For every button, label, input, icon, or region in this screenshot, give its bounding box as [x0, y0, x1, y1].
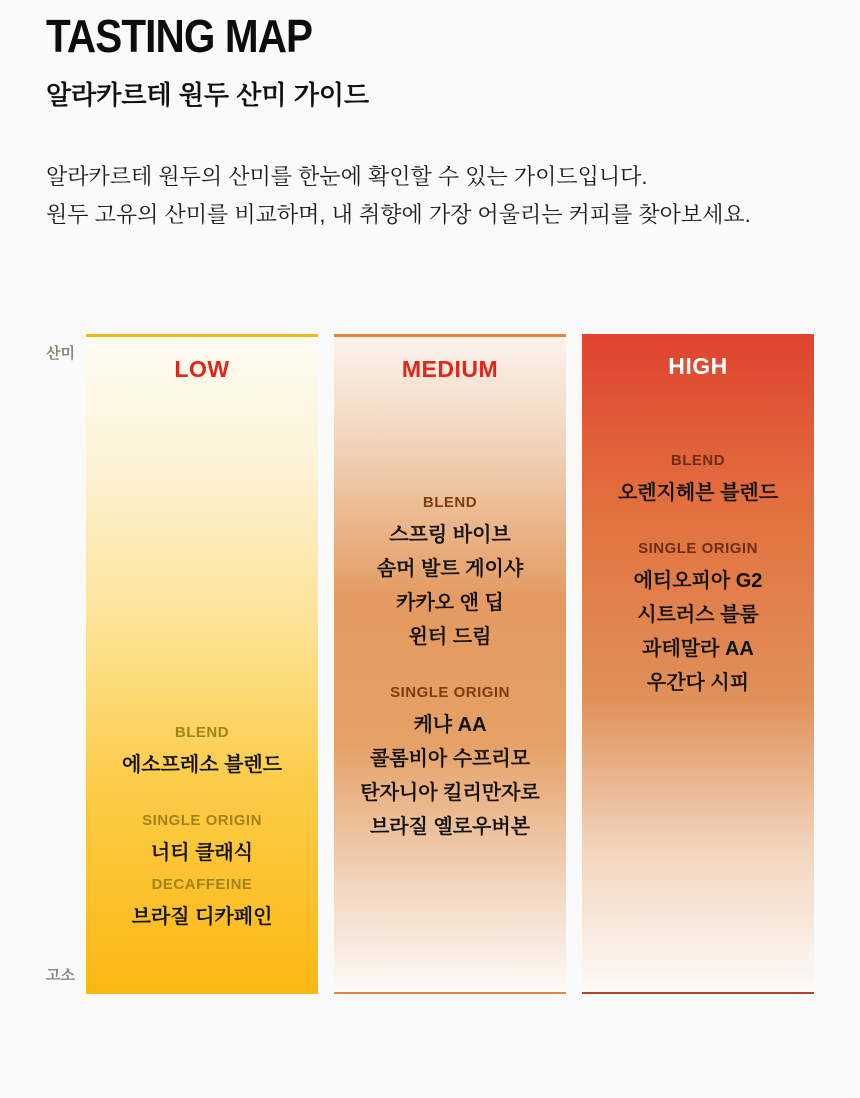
axis-label-nutty: 고소	[46, 967, 75, 984]
column-medium	[334, 334, 566, 994]
group-label-blend: BLEND	[670, 452, 726, 469]
group-single-origin	[86, 806, 318, 870]
bean-name: 에티오피아 G2	[633, 570, 763, 592]
description-line-1: 알라카르테 원두의 산미를 한눈에 확인할 수 있는 가이드입니다.	[46, 164, 648, 189]
group-label-blend: BLEND	[422, 494, 478, 511]
page-subtitle: 알라카르테 원두 산미 가이드	[46, 80, 370, 110]
group-label-single-origin: SINGLE ORIGIN	[142, 812, 262, 829]
group-blend	[582, 446, 814, 510]
bean-name: 에소프레소 블렌드	[121, 754, 283, 776]
column-content-low	[86, 718, 318, 934]
bean-name: 브라질 옐로우버본	[369, 816, 531, 838]
group-label-blend: BLEND	[174, 724, 230, 741]
bean-name: 시트러스 블룸	[637, 604, 759, 626]
axis-label-acidity: 산미	[46, 345, 75, 362]
column-header-medium: MEDIUM	[401, 356, 499, 382]
group-single-origin	[334, 678, 566, 844]
bean-name: 스프링 바이브	[389, 524, 511, 546]
page-title: TASTING MAP	[46, 10, 313, 62]
group-label-decaffeine: DECAFFEINE	[151, 876, 253, 893]
bean-name: 과테말라 AA	[642, 638, 754, 660]
bean-name: 우간다 시피	[646, 672, 750, 694]
column-low	[86, 334, 318, 994]
tasting-map-columns	[86, 334, 814, 994]
bean-name: 윈터 드림	[408, 626, 492, 648]
bean-name: 탄자니아 킬리만자로	[360, 782, 540, 804]
group-single-origin	[582, 534, 814, 700]
column-content-high	[582, 446, 814, 700]
column-content-medium	[334, 488, 566, 844]
bean-name: 너티 클래식	[150, 842, 254, 864]
bean-name: 콜롬비아 수프리모	[369, 748, 531, 770]
bean-name: 브라질 디카페인	[131, 906, 273, 928]
column-high	[582, 334, 814, 994]
group-label-single-origin: SINGLE ORIGIN	[390, 684, 510, 701]
bean-name: 케냐 AA	[413, 714, 487, 736]
bean-name: 오렌지헤븐 블렌드	[617, 482, 779, 504]
bean-name: 카카오 앤 딥	[396, 592, 504, 614]
group-blend	[334, 488, 566, 654]
tasting-map	[46, 334, 814, 994]
group-label-single-origin: SINGLE ORIGIN	[638, 540, 758, 557]
group-blend	[86, 718, 318, 782]
description-line-2: 원두 고유의 산미를 비교하며, 내 취향에 가장 어울리는 커피를 찾아보세요.	[46, 202, 751, 227]
group-decaffeine	[86, 870, 318, 934]
column-header-high: HIGH	[668, 353, 728, 379]
bean-name: 솜머 발트 게이샤	[376, 558, 524, 580]
column-header-low: LOW	[174, 356, 230, 382]
page-description	[46, 158, 814, 234]
